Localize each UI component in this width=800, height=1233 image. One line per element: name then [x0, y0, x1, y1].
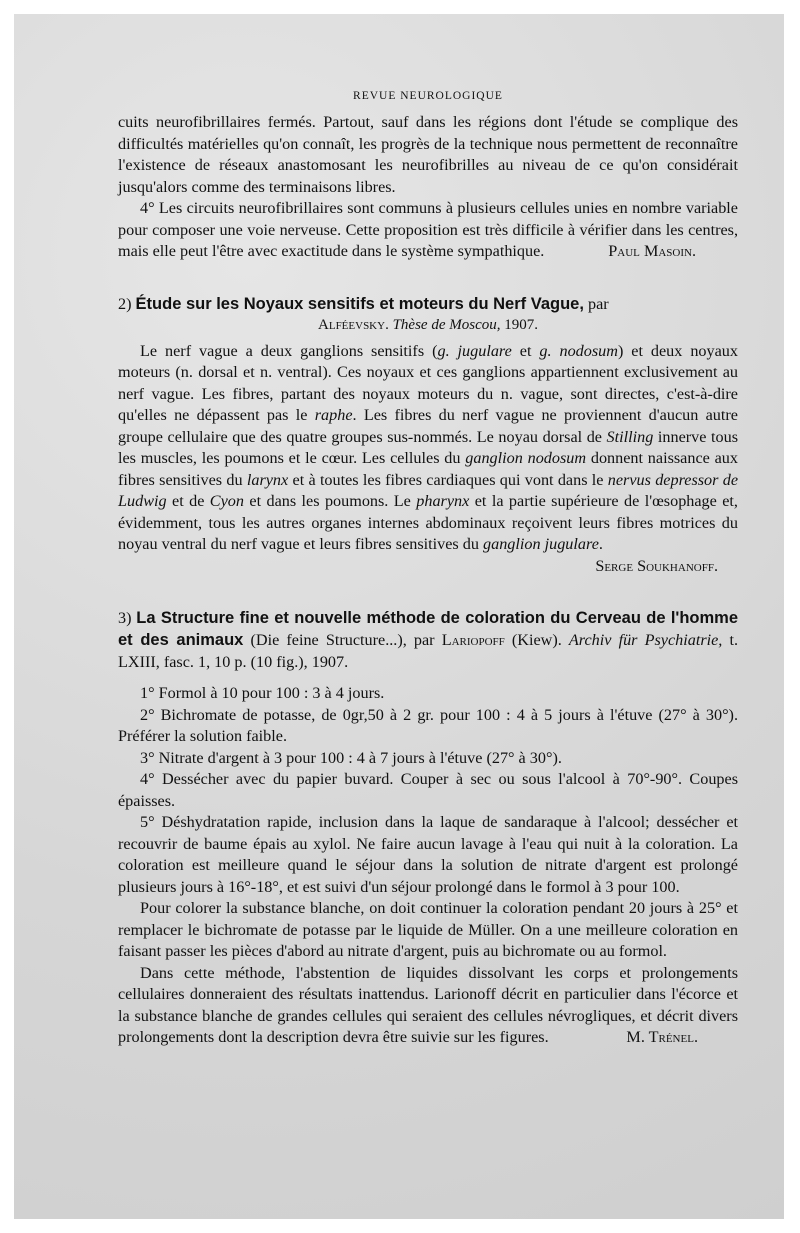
scanned-page	[14, 14, 784, 1219]
running-title: REVUE NEUROLOGIQUE	[353, 90, 503, 102]
final-paragraph-text: Dans cette méthode, l'abstention de liquides dissolvant les corps et prolongements cellulaires donneraient des résultats inattendus. Larionoff décrit en particulier dans l'écorce et la substance blanche de grandes cellules qui seraient des cellules névrogliques, et décrit divers prolongements dont la description devra être suivie sur les figures.	[118, 963, 738, 1046]
article-2-year: 1907.	[504, 316, 538, 333]
article-2-author: Alféevsky.	[318, 316, 389, 333]
article-3-journal: Archiv für Psychiatrie,	[568, 631, 723, 649]
page-content	[118, 88, 738, 1049]
article-3-author: Lariopoff	[441, 631, 505, 649]
signature-soukhanoff: Serge Soukhanoff.	[595, 556, 718, 575]
article-2-source	[118, 315, 738, 335]
article-2-journal: Thèse de Moscou,	[392, 316, 501, 333]
article-3-subtitle: (Die feine Structure...), par	[250, 631, 435, 649]
article-3-city: (Kiew).	[511, 631, 562, 649]
method-steps	[118, 683, 738, 898]
point-4-paragraph	[118, 198, 738, 263]
article-2-title: Étude sur les Noyaux sensitifs et moteurs du Nerf Vague,	[135, 294, 584, 313]
step-3: 3° Nitrate d'argent à 3 pour 100 : 4 à 7 jours à l'étuve (27° à 30°).	[140, 748, 562, 767]
step-2: 2° Bichromate de potasse, de 0gr,50 à 2 gr. pour 100 : 4 à 5 jours à l'étuve (27° à 30°). Préférer la solution faible.	[118, 705, 738, 745]
signature-masoin: Paul Masoin.	[608, 242, 696, 260]
article-3-details: t. LXIII, fasc. 1, 10 p. (10 fig.), 1907.	[118, 631, 739, 671]
point-4-text: 4° Les circuits neurofibrillaires sont communs à plusieurs cellules unies en nombre variable pour composer une voie nerveuse. Cette proposition est très difficile à vérifier dans les centres, mais elle peut l'être avec exactitude dans le système sympathique.	[118, 199, 738, 260]
step-1: 1° Formol à 10 pour 100 : 3 à 4 jours.	[140, 684, 385, 702]
final-paragraph	[118, 963, 738, 1049]
step-5: 5° Déshydratation rapide, inclusion dans la laque de sandaraque à l'alcool; dessécher et recouvrir de baume épais au xylol. Ne faire aucun lavage à l'eau qui nuit à la coloration. La coloration est meilleure quand le séjour dans la solution de nitrate d'argent est prolongé plusieurs jours à 16°-18°, et est suivi d'un séjour prolongé dans le formol à 3 pour 100.	[118, 813, 738, 896]
article-2-heading	[118, 293, 738, 315]
white-matter-paragraph: Pour colorer la substance blanche, on doit continuer la coloration pendant 20 jours à 25° et remplacer le bichromate de potasse par le liquide de Müller. On a une meilleure coloration en faisant passer les pièces d'abord au nitrate d'argent, puis au bichromate ou au formol.	[118, 899, 738, 960]
article-2-number: 2)	[118, 294, 132, 313]
article-2-par: par	[587, 294, 609, 313]
article-3-heading	[118, 607, 738, 673]
step-4: 4° Dessécher avec du papier buvard. Couper à sec ou sous l'alcool à 70°-90°. Coupes épaisses.	[118, 770, 738, 810]
article-3-title: La Structure fine et nouvelle méthode de coloration du Cerveau de l'homme et des animaux	[118, 609, 739, 649]
continued-paragraph: cuits neurofibrillaires fermés. Partout, sauf dans les régions dont l'étude se complique des difficultés matérielles qu'on connaît, les progrès de la technique nous permettent de reconnaître l'existence de réseaux anastomosant les neurofibrilles au niveau de ce qu'on considérait jusqu'alors comme des terminaisons libres.	[118, 113, 738, 196]
signature-trenel: M. Trénel.	[626, 1028, 698, 1046]
article-2-body: Le nerf vague a deux ganglions sensitifs (g. jugulare et g. nodosum) et deux noyaux moteurs (n. dorsal et n. ventral). Ces noyaux et ces ganglions appartiennent exclusivement au nerf vague. Les fibres, partant des noyaux moteurs du n. vague, sont directes, c'est-à-dire qu'elles ne dépassent pas le raphe. Les fibres du nerf vague ne proviennent d'aucun autre groupe cellulaire que des quatre groupes sus-nommés. Le noyau dorsal de Stilling innerve tous les muscles, les poumons et le cœur. Les cellules du ganglion nodosum donnent naissance aux fibres sensitives du larynx et à toutes les fibres cardiaques qui vont dans le nervus depressor de Ludwig et de Cyon et dans les poumons. Le pharynx et la partie supérieure de l'œsophage et, évidemment, tous les autres organes internes abdominaux reçoivent leurs fibres motrices du noyau ventral du nerf vague et leurs fibres sensitives du ganglion jugulare. Serge Soukhanoff.	[118, 341, 738, 578]
article-3-number: 3)	[118, 609, 132, 627]
